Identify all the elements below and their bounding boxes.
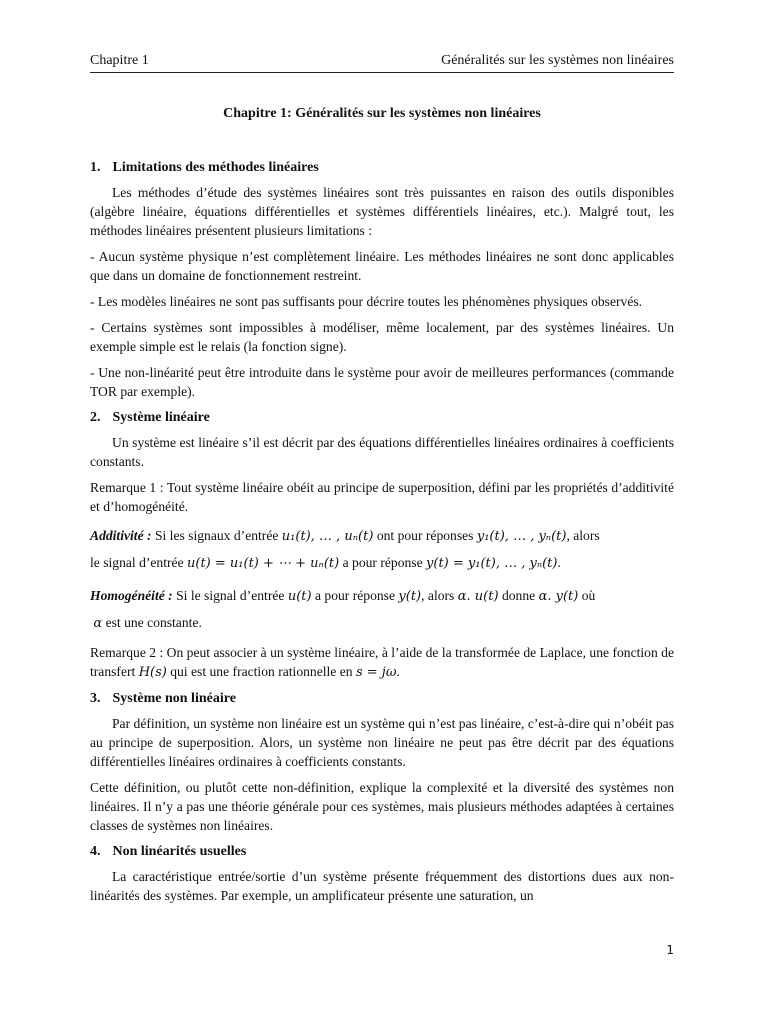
remark-2-text: Remarque 2 : On peut associer à un système linéaire, à l’aide de la transformée de Laplace, une fonction de transfert <box>90 645 674 679</box>
math-u: u(t) <box>287 589 312 604</box>
math-outputs: y₁(t), … , yₙ(t) <box>476 529 567 544</box>
math-sum-output: y(t) = y₁(t), … , yₙ(t) <box>426 556 558 571</box>
additivity-text: a pour réponse <box>339 555 427 570</box>
section-1-title: Limitations des méthodes linéaires <box>112 160 319 175</box>
section-1-number: 1. <box>90 160 101 175</box>
additivity-text: ont pour réponses <box>373 528 477 543</box>
remark-2 <box>90 643 674 682</box>
additivity-text: Si les signaux d’entrée <box>151 528 282 543</box>
section-3-number: 3. <box>90 691 101 706</box>
page-content <box>90 104 674 912</box>
section-3-heading <box>90 689 674 709</box>
homogeneity-text: est une constante. <box>102 615 202 630</box>
header-chapter: Chapitre 1 <box>90 53 149 68</box>
homogeneity-text: Si le signal d’entrée <box>172 588 288 603</box>
section-4-paragraph: La caractéristique entrée/sortie d’un système présente fréquemment des distortions dues aux non-linéarités des systèmes. Par exemple, un amplificateur présente une saturation, un <box>90 869 674 903</box>
additivity-text: le signal d’entrée <box>90 555 188 570</box>
section-1-intro: Les méthodes d’étude des systèmes linéaires sont très puissantes en raison des outils disponibles (algèbre linéaire, équations différentielles et systèmes différentiels linéaires, etc.). Malgré tout, les méthodes linéaires présentent plusieurs limitations : <box>90 185 674 238</box>
additivity-term: Additivité : <box>90 528 152 543</box>
limitation-item: - Une non-linéarité peut être introduite dans le système pour avoir de meilleures performances (commande TOR par exemple). <box>90 365 674 399</box>
math-alpha-y: α. y(t) <box>538 589 579 604</box>
section-2-intro: Un système est linéaire s’il est décrit par des équations différentielles linéaires ordinaires à coefficients constants. <box>90 435 674 469</box>
math-transfer-function: H(s) <box>138 665 167 680</box>
additivity-paragraph <box>90 523 674 577</box>
homogeneity-text: donne <box>498 588 539 603</box>
homogeneity-text: a pour réponse <box>311 588 399 603</box>
homogeneity-text: où <box>578 588 596 603</box>
section-1-heading <box>90 158 674 178</box>
math-alpha-u: α. u(t) <box>457 589 499 604</box>
header-chapter-title: Généralités sur les systèmes non linéaires <box>441 53 674 68</box>
additivity-text: , alors <box>566 528 600 543</box>
homogeneity-text: , alors <box>421 588 458 603</box>
page-number: 1 <box>666 943 674 957</box>
remark-2-text: . <box>396 664 400 679</box>
remark-2-text: qui est une fraction rationnelle en <box>166 664 356 679</box>
section-3-paragraph: Par définition, un système non linéaire est un système qui n’est pas linéaire, c’est-à-dire qui n’obéit pas au principe de superposition. Alors, un système non linéaire ne peut pas être décrit par des équations différentielles linéaires ordinaires à coefficients constants. <box>90 716 674 769</box>
section-4-heading <box>90 842 674 862</box>
section-2-title: Système linéaire <box>112 410 210 425</box>
homogeneity-term: Homogénéité : <box>90 588 173 603</box>
limitation-item: - Aucun système physique n’est complètement linéaire. Les méthodes linéaires ne sont donc applicables que dans un domaine de fonctionnement restreint. <box>90 249 674 283</box>
chapter-title: Chapitre 1: Généralités sur les systèmes non linéaires <box>223 106 541 121</box>
section-3-title: Système non linéaire <box>112 691 236 706</box>
limitation-item: - Les modèles linéaires ne sont pas suffisants pour décrire toutes les phénomènes physiques observés. <box>90 294 643 309</box>
running-header <box>90 52 674 73</box>
math-sum-input: u(t) = u₁(t) + ⋯ + uₙ(t) <box>187 556 340 571</box>
remark-1: Remarque 1 : Tout système linéaire obéit au principe de superposition, défini par les propriétés d’additivité et d’homogénéité. <box>90 480 674 514</box>
math-inputs: u₁(t), … , uₙ(t) <box>281 529 374 544</box>
section-2-heading <box>90 408 674 428</box>
math-s-jomega: s = jω <box>355 665 397 680</box>
math-alpha: α <box>93 616 103 631</box>
limitation-item: - Certains systèmes sont impossibles à modéliser, même localement, par des systèmes linéaires. Un exemple simple est le relais (la fonction signe). <box>90 320 674 354</box>
homogeneity-paragraph <box>90 583 674 637</box>
additivity-text: . <box>557 555 561 570</box>
section-4-number: 4. <box>90 844 101 859</box>
section-4-title: Non linéarités usuelles <box>112 844 247 859</box>
section-2-number: 2. <box>90 410 101 425</box>
section-3-paragraph: Cette définition, ou plutôt cette non-définition, explique la complexité et la diversité des systèmes non linéaires. Il n’y a pas une théorie générale pour ces systèmes, mais plusieurs méthodes adaptées à certaines classes de systèmes non linéaires. <box>90 780 674 833</box>
math-y: y(t) <box>398 589 422 604</box>
